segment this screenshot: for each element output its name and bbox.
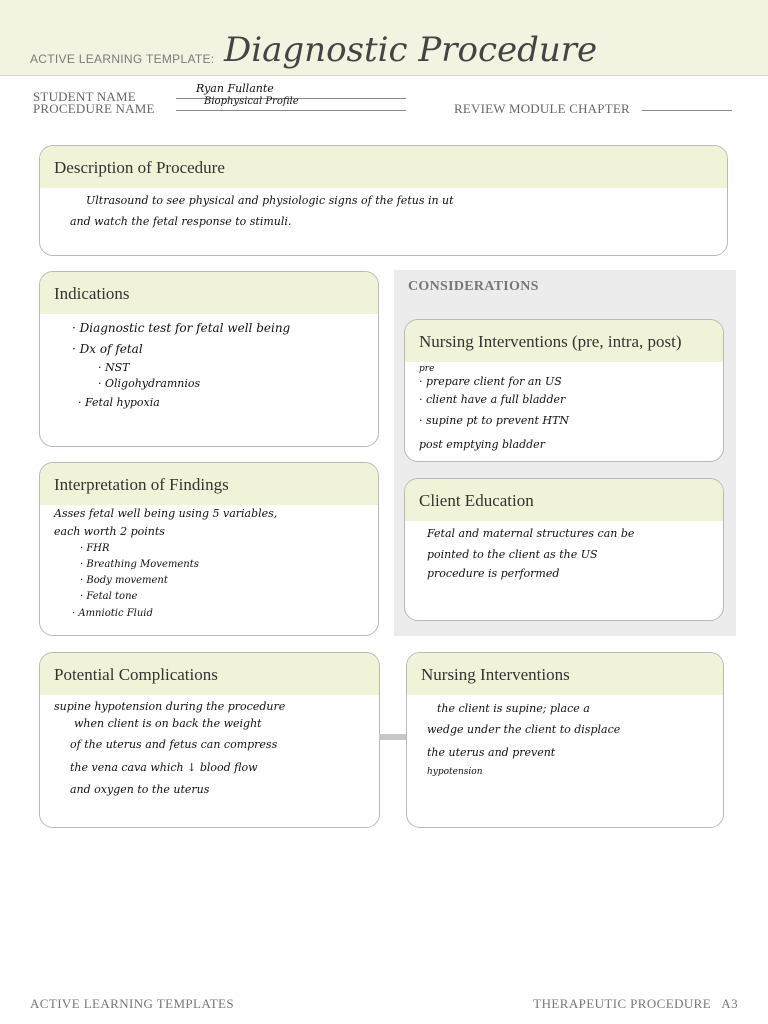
description-line: Ultrasound to see physical and physiologic signs of the fetus in ut bbox=[86, 194, 454, 207]
client-education-line: Fetal and maternal structures can be bbox=[427, 527, 635, 540]
nursing-interventions-line: the client is supine; place a bbox=[437, 702, 590, 715]
footer-left: ACTIVE LEARNING TEMPLATES bbox=[30, 996, 235, 1011]
page-title: Diagnostic Procedure bbox=[224, 30, 598, 70]
complications-line: and oxygen to the uterus bbox=[70, 783, 210, 796]
interpretation-line: each worth 2 points bbox=[54, 525, 165, 538]
indications-line: · NST bbox=[98, 361, 130, 374]
client-education-box bbox=[404, 478, 724, 621]
review-module-label: REVIEW MODULE CHAPTER bbox=[454, 101, 630, 116]
student-name-value: Ryan Fullante bbox=[196, 82, 274, 95]
interpretation-box bbox=[39, 462, 379, 636]
description-box bbox=[39, 145, 728, 256]
footer-right: THERAPEUTIC PROCEDURE A3 bbox=[533, 996, 738, 1011]
review-module-line bbox=[642, 110, 732, 111]
nursing-pre-line: · client have a full bladder bbox=[419, 393, 566, 406]
potential-complications-box bbox=[39, 652, 380, 828]
nursing-interventions-pre-title: Nursing Interventions (pre, intra, post) bbox=[405, 320, 723, 362]
nursing-pre-line: pre bbox=[419, 364, 435, 374]
interpretation-line: · Body movement bbox=[80, 575, 168, 586]
client-education-title: Client Education bbox=[405, 479, 723, 521]
client-education-line: pointed to the client as the US bbox=[427, 548, 598, 561]
template-label: ACTIVE LEARNING TEMPLATE: bbox=[30, 52, 215, 66]
potential-complications-title: Potential Complications bbox=[40, 653, 379, 695]
interpretation-line: · Breathing Movements bbox=[80, 559, 199, 570]
description-title: Description of Procedure bbox=[40, 146, 727, 188]
interpretation-line: Asses fetal well being using 5 variables, bbox=[54, 507, 278, 520]
student-name-label: STUDENT NAME bbox=[33, 89, 136, 104]
nursing-interventions-title: Nursing Interventions bbox=[407, 653, 723, 695]
nursing-interventions-line: wedge under the client to displace bbox=[427, 723, 621, 736]
nursing-interventions-box bbox=[406, 652, 724, 828]
nursing-interventions-line: hypotension bbox=[427, 767, 483, 777]
template-header bbox=[0, 0, 768, 76]
nursing-pre-line: · supine pt to prevent HTN bbox=[419, 414, 569, 427]
complications-line: when client is on back the weight bbox=[74, 717, 262, 730]
indications-title: Indications bbox=[40, 272, 378, 314]
complications-line: the vena cava which ↓ blood flow bbox=[70, 761, 258, 774]
interpretation-line: · Amniotic Fluid bbox=[72, 608, 153, 619]
interpretation-line: · Fetal tone bbox=[80, 591, 138, 602]
interpretation-title: Interpretation of Findings bbox=[40, 463, 378, 505]
nursing-pre-line: · prepare client for an US bbox=[419, 375, 562, 388]
procedure-name-label: PROCEDURE NAME bbox=[33, 101, 155, 116]
box-connector bbox=[379, 734, 407, 740]
client-education-line: procedure is performed bbox=[427, 567, 560, 580]
nursing-interventions-line: the uterus and prevent bbox=[427, 746, 556, 759]
nursing-pre-line: post emptying bladder bbox=[419, 438, 545, 451]
interpretation-line: · FHR bbox=[80, 543, 110, 554]
procedure-name-line bbox=[176, 110, 406, 111]
indications-line: · Dx of fetal bbox=[72, 342, 143, 356]
nursing-interventions-pre-box bbox=[404, 319, 724, 462]
indications-line: · Fetal hypoxia bbox=[78, 396, 160, 409]
description-line: and watch the fetal response to stimuli. bbox=[70, 215, 292, 228]
procedure-name-value: Biophysical Profile bbox=[204, 96, 299, 107]
indications-line: · Oligohydramnios bbox=[98, 377, 201, 390]
complications-line: of the uterus and fetus can compress bbox=[70, 738, 278, 751]
indications-line: · Diagnostic test for fetal well being bbox=[72, 321, 291, 335]
considerations-title: CONSIDERATIONS bbox=[408, 279, 539, 294]
complications-line: supine hypotension during the procedure bbox=[54, 700, 286, 713]
indications-box bbox=[39, 271, 379, 447]
